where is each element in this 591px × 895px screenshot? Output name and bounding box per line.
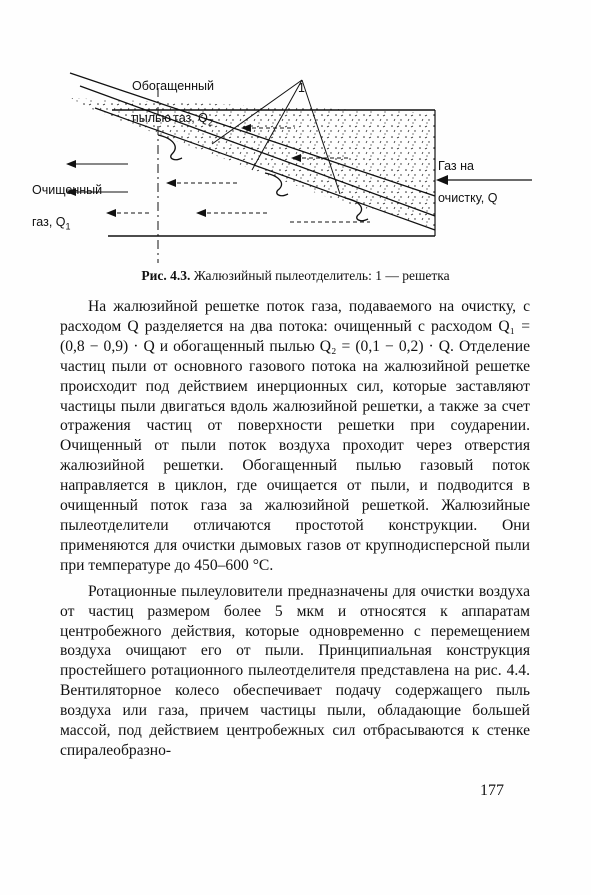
body-text: [60, 297, 530, 767]
enriched-gas-label-sub: 2: [207, 117, 213, 128]
figure-caption-number: Рис. 4.3.: [141, 268, 191, 283]
clean-gas-label-line1: Очищенный: [32, 183, 103, 197]
figure-caption: [0, 268, 591, 284]
inlet-gas-label-line2: очистку, Q: [438, 191, 498, 205]
page-number: 177: [480, 782, 504, 799]
enriched-gas-label-line1: Обогащенный: [132, 79, 214, 93]
clean-gas-label-line2: газ, Q: [32, 215, 66, 229]
inlet-gas-label: [438, 142, 497, 206]
paragraph-louver: На жалюзийной решетке поток газа, подаваемого на очистку, с расходом Q разделяется на два потока: очищенный с расходом Q₁ = (0,8 − 0,9) · Q и обогащенный пылью Q₂ = (0,1 − 0,2) · Q. Отделение частиц пыли от основного газового потока на жалюзийной решетке происходит под действием инерционных сил, которые заставляют частицы пыли двигаться вдоль жалюзийной решетки, а также за счет отражения частиц от поверхности решетки при соударении. Очищенный от пыли поток воздуха проходит через отверстия жалюзийной решетки. Обогащенный пылью газовый поток направляется в циклон, где очищается от пыли, и подводится в очищенный поток газа за жалюзийной решеткой. Жалюзийные пылеотделители отличаются простотой конструкции. Они применяются для очистки дымовых газов от крупнодисперсной пыли при температуре до 450–600 °С.: [60, 298, 530, 574]
grate-marker-label: [298, 64, 305, 96]
figure-caption-text: Жалюзийный пылеотделитель: 1 — решетка: [190, 268, 450, 283]
inlet-gas-label-line1: Газ на: [438, 159, 474, 173]
enriched-gas-label: [132, 62, 214, 131]
clean-gas-label-sub: 1: [65, 221, 71, 232]
paragraph-rotary: Ротационные пылеуловители предназначены для очистки воздуха от частиц размером более 5 мкм и относятся к аппаратам центробежного действия, которые одновременно с перемещением воздуха очищают его от пыли. Принципиальная конструкция простейшего ротационного пылеотделителя представлена на рис. 4.4. Вентиляторное колесо обеспечивает подачу содержащего пыль воздуха или газа, причем частицы пыли, обладающие большей массой, под действием центробежных сил отбрасываются к стенке спиралеобразно-: [60, 582, 530, 759]
louver-separator-figure: [32, 58, 560, 268]
clean-gas-label: [32, 166, 102, 235]
grate-marker: 1: [298, 81, 305, 95]
enriched-gas-label-line2: пылью газ, Q: [132, 111, 208, 125]
